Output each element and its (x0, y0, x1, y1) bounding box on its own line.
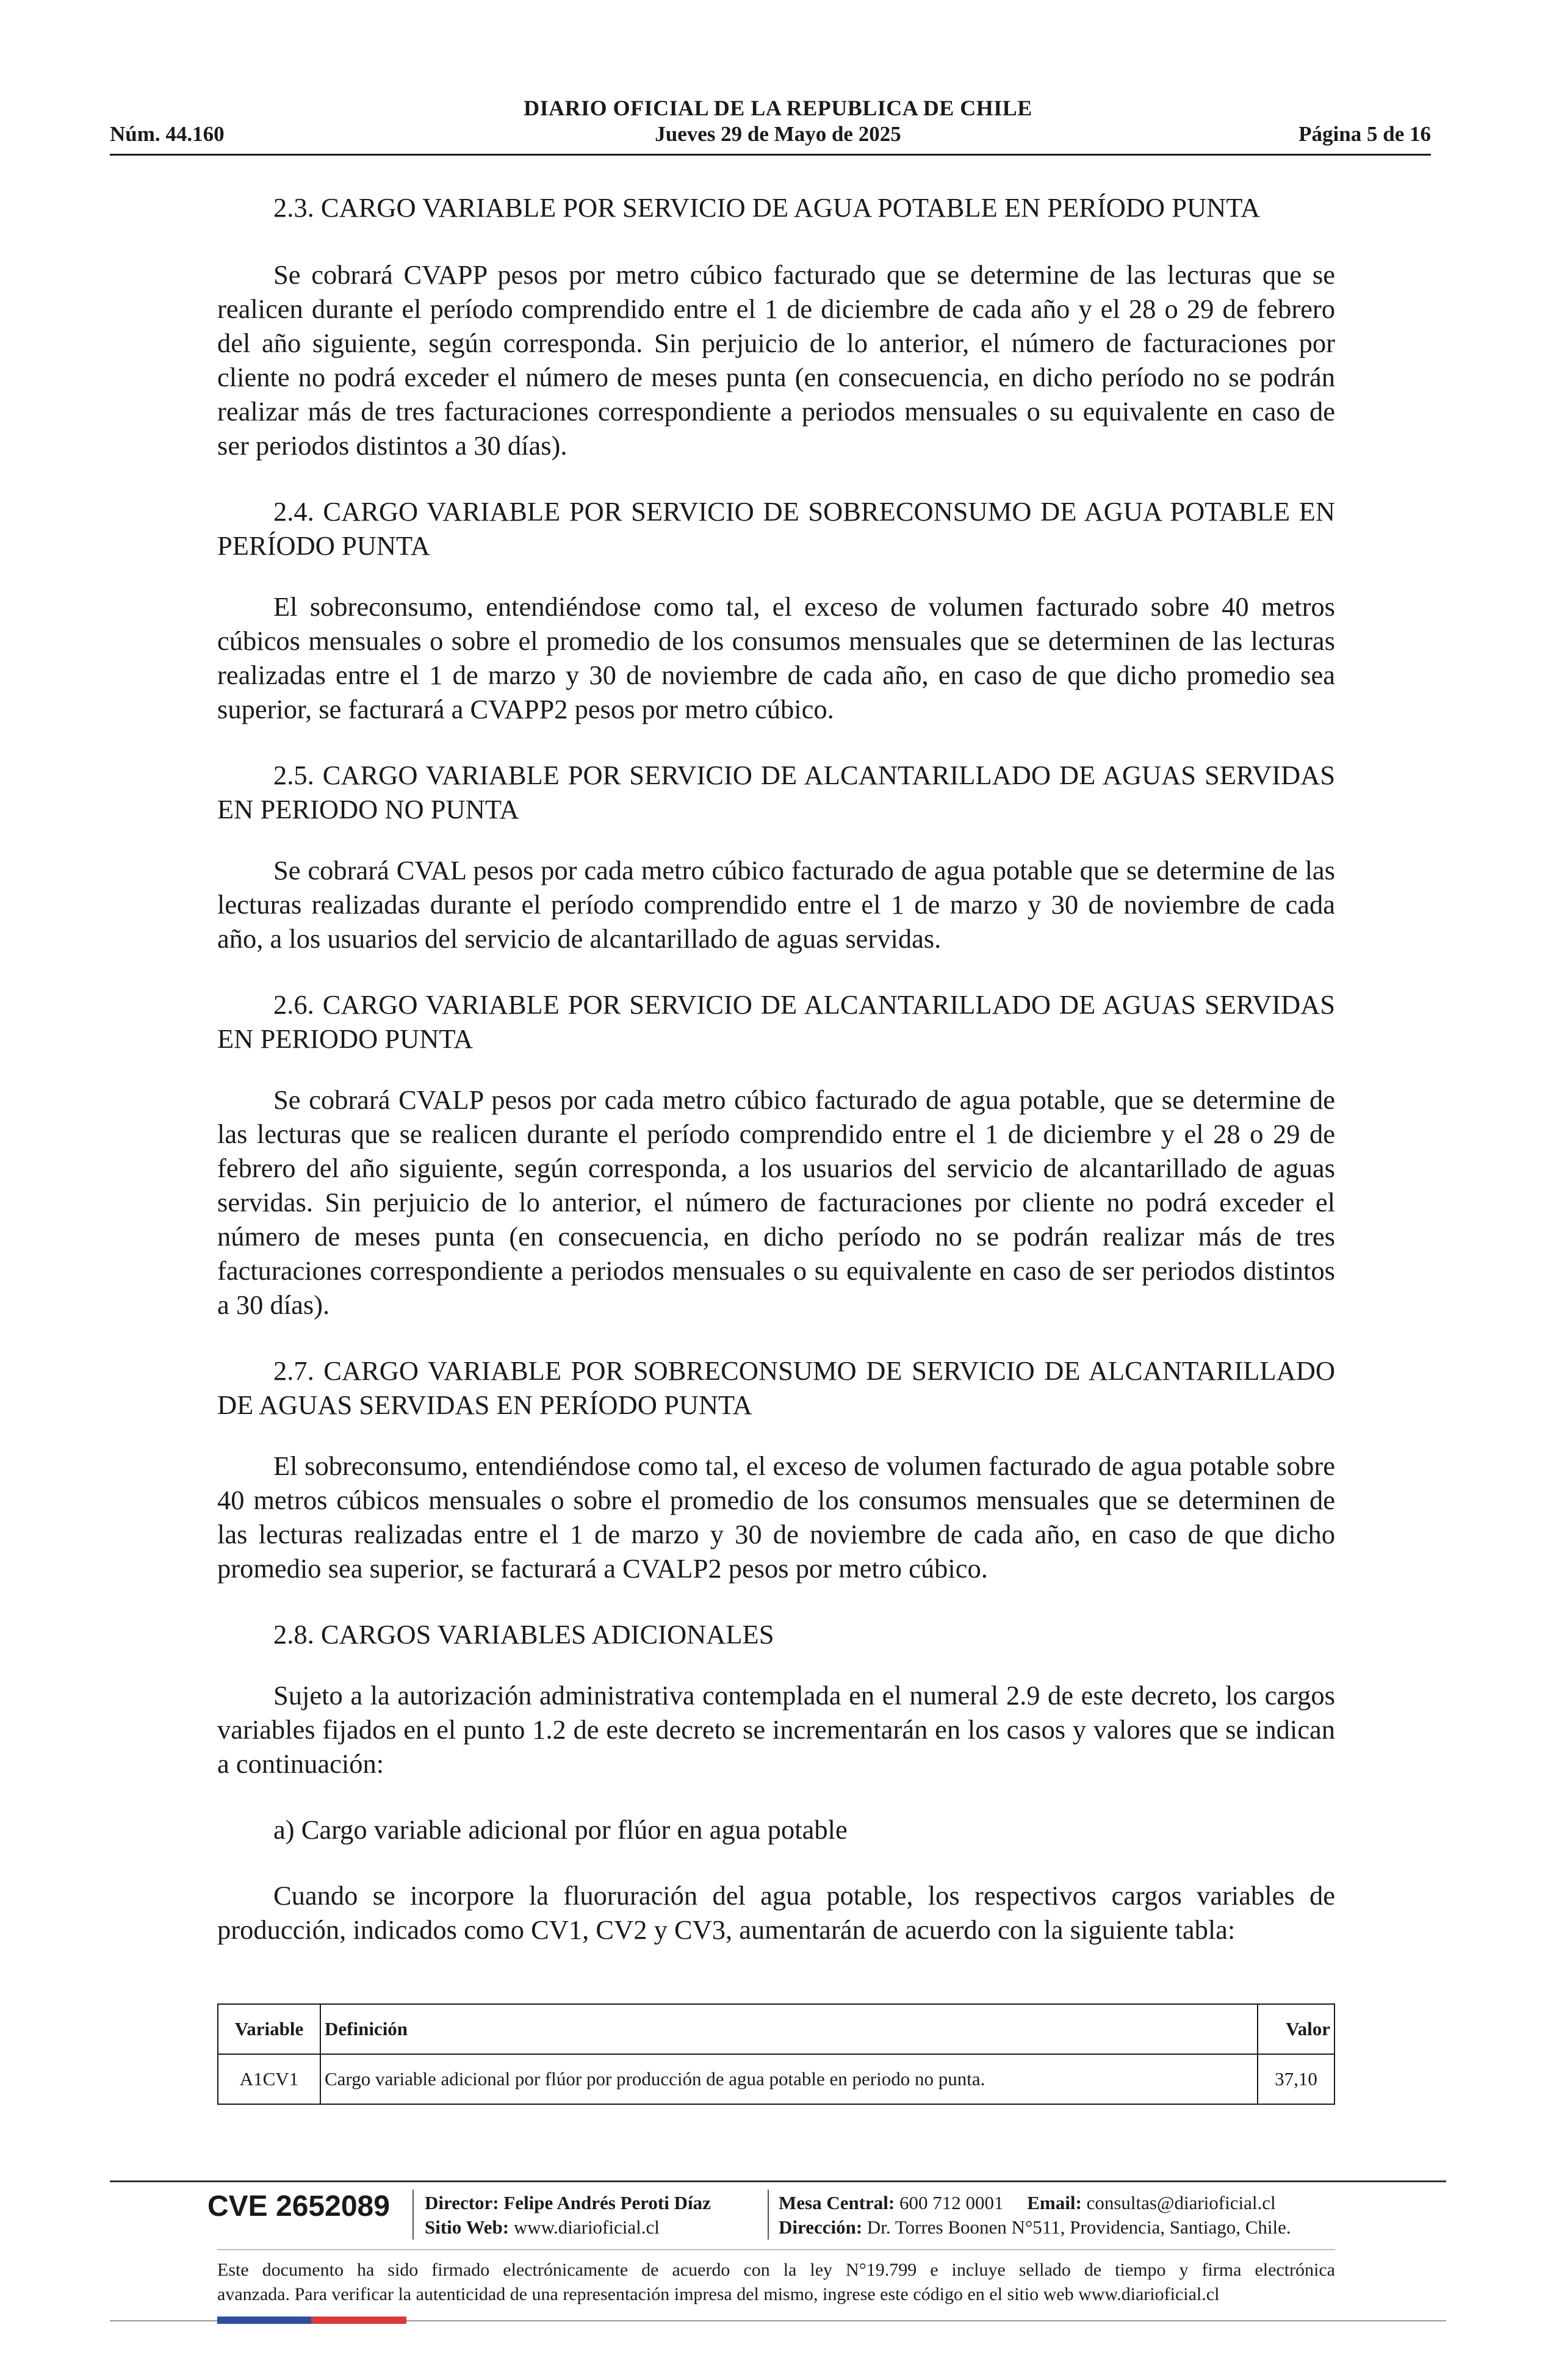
cve-code: CVE 2652089 (207, 2190, 390, 2223)
table-header-row (218, 2004, 1334, 2054)
section-paragraph-2-3: Se cobrará CVAPP pesos por metro cúbico facturado que se determine de las lecturas que se realicen durante el período comprendido entre el 1 de diciembre de cada año y el 28 o 29 de febrero del año siguiente, según corresponda. Sin perjuicio de lo anterior, el número de facturaciones por cliente no podrá exceder el número de meses punta (en consecuencia, en dicho período no se podrán realizar más de tres facturaciones correspondiente a periodos mensuales o su equivalente en caso de ser periodos distintos a 30 días). (217, 259, 1335, 461)
cell-value: 37,10 (1258, 2054, 1334, 2104)
section-heading-2-8: 2.8. CARGOS VARIABLES ADICIONALES (273, 1619, 774, 1650)
cell-variable: A1CV1 (218, 2054, 320, 2104)
address-label: Dirección: (779, 2216, 863, 2238)
subitem-a: a) Cargo variable adicional por flúor en agua potable (273, 1814, 848, 1845)
flag-bar-red (311, 2317, 406, 2324)
director-name: Felipe Andrés Peroti Díaz (503, 2192, 711, 2213)
disclaimer-line-1: Este documento ha sido firmado electrónicamente de acuerdo con la ley N°19.799 e incluye sellado de tiempo y firma electrónica (217, 2260, 1335, 2280)
fluor-charge-table (217, 2003, 1335, 2105)
section-heading-2-6: 2.6. CARGO VARIABLE POR SERVICIO DE ALCANTARILLADO DE AGUAS SERVIDAS EN PERIODO PUNTA (217, 989, 1335, 1054)
section-paragraph-2-6: Se cobrará CVALP pesos por cada metro cúbico facturado de agua potable, que se determine de las lecturas que se realicen durante el período comprendido entre el 1 de diciembre y el 28 o 29 de febrero del año siguiente, según corresponda, a los usuarios del servicio de alcantarillado de aguas servidas. Sin perjuicio de lo anterior, el número de facturaciones por cliente no podrá exceder el número de meses punta (en consecuencia, en dicho período no se podrán realizar más de tres facturaciones correspondiente a periodos mensuales o su equivalente en caso de ser periodos distintos a 30 días). (217, 1084, 1335, 1320)
email-link[interactable]: consultas@diarioficial.cl (1086, 2192, 1276, 2213)
issue-number: Núm. 44.160 (110, 122, 225, 146)
section-paragraph-2-7: El sobreconsumo, entendiéndose como tal, el exceso de volumen facturado de agua potable sobre 40 metros cúbicos mensuales o sobre el promedio de los consumos mensuales que se determinen de las lecturas realizadas entre el 1 de marzo y 30 de noviembre de cada año, en caso de que dicho promedio sea superior, se facturará a CVALP2 pesos por metro cúbico. (217, 1451, 1335, 1584)
mesa-label: Mesa Central: (779, 2192, 895, 2213)
table-row (218, 2054, 1334, 2104)
section-paragraph-2-5: Se cobrará CVAL pesos por cada metro cúbico facturado de agua potable que se determine de las lecturas realizadas durante el período comprendido entre el 1 de marzo y 30 de noviembre de cada año, a los usuarios del servicio de alcantarillado de aguas servidas. (217, 855, 1335, 954)
document-body (217, 190, 1335, 1978)
section-paragraph-2-4: El sobreconsumo, entendiéndose como tal, el exceso de volumen facturado sobre 40 metros cúbicos mensuales o sobre el promedio de los consumos mensuales que se determinen de las lecturas realizadas entre el 1 de marzo y 30 de noviembre de cada año, en caso de que dicho promedio sea superior, se facturará a CVAPP2 pesos por metro cúbico. (217, 591, 1335, 724)
section-paragraph-2-8: Sujeto a la autorización administrativa contemplada en el numeral 2.9 de este decreto, los cargos variables fijados en el punto 1.2 de este decreto se incrementarán en los casos y valores que se indican a continuación: (217, 1680, 1335, 1779)
publication-title: DIARIO OFICIAL DE LA REPUBLICA DE CHILE (524, 96, 1032, 120)
signature-disclaimer (217, 2258, 1335, 2307)
footer-separator (768, 2190, 769, 2240)
column-header-value: Valor (1258, 2004, 1334, 2054)
site-link[interactable]: www.diarioficial.cl (513, 2216, 660, 2238)
site-label: Sitio Web: (425, 2216, 510, 2238)
footer-divider-top (110, 2180, 1446, 2182)
mesa-phone: 600 712 0001 (899, 2192, 1004, 2213)
issue-date: Jueves 29 de Mayo de 2025 (655, 122, 901, 146)
page-indicator: Página 5 de 16 (1298, 122, 1431, 146)
section-heading-2-7: 2.7. CARGO VARIABLE POR SOBRECONSUMO DE SERVICIO DE ALCANTARILLADO DE AGUAS SERVIDAS EN PERÍODO PUNTA (217, 1355, 1335, 1420)
footer-divider-middle (217, 2249, 1335, 2250)
subitem-a-paragraph: Cuando se incorpore la fluoruración del agua potable, los respectivos cargos variables de producción, indicados como CV1, CV2 y CV3, aumentarán de acuerdo con la siguiente tabla: (217, 1880, 1335, 1945)
column-header-variable: Variable (218, 2004, 320, 2054)
address-text: Dr. Torres Boonen N°511, Providencia, Santiago, Chile. (866, 2216, 1291, 2238)
footer-director-block (425, 2191, 711, 2240)
section-heading-2-4: 2.4. CARGO VARIABLE POR SERVICIO DE SOBRECONSUMO DE AGUA POTABLE EN PERÍODO PUNTA (217, 496, 1335, 561)
footer-separator (412, 2190, 414, 2240)
footer-contact-block (779, 2191, 1291, 2240)
disclaimer-line-2: avanzada. Para verificar la autenticidad de una representación impresa del mismo, ingrese este código en el sitio web www.diarioficial.cl (217, 2284, 1220, 2304)
flag-bar-blue (217, 2317, 311, 2324)
header-divider (110, 154, 1431, 156)
column-header-definition: Definición (320, 2004, 1258, 2054)
director-label: Director: (425, 2192, 499, 2213)
section-heading-2-5: 2.5. CARGO VARIABLE POR SERVICIO DE ALCANTARILLADO DE AGUAS SERVIDAS EN PERIODO NO PUNTA (217, 760, 1335, 824)
cell-definition: Cargo variable adicional por flúor por producción de agua potable en periodo no punta. (320, 2054, 1258, 2104)
email-label: Email: (1027, 2192, 1082, 2213)
section-heading-2-3: 2.3. CARGO VARIABLE POR SERVICIO DE AGUA POTABLE EN PERÍODO PUNTA (273, 192, 1260, 223)
